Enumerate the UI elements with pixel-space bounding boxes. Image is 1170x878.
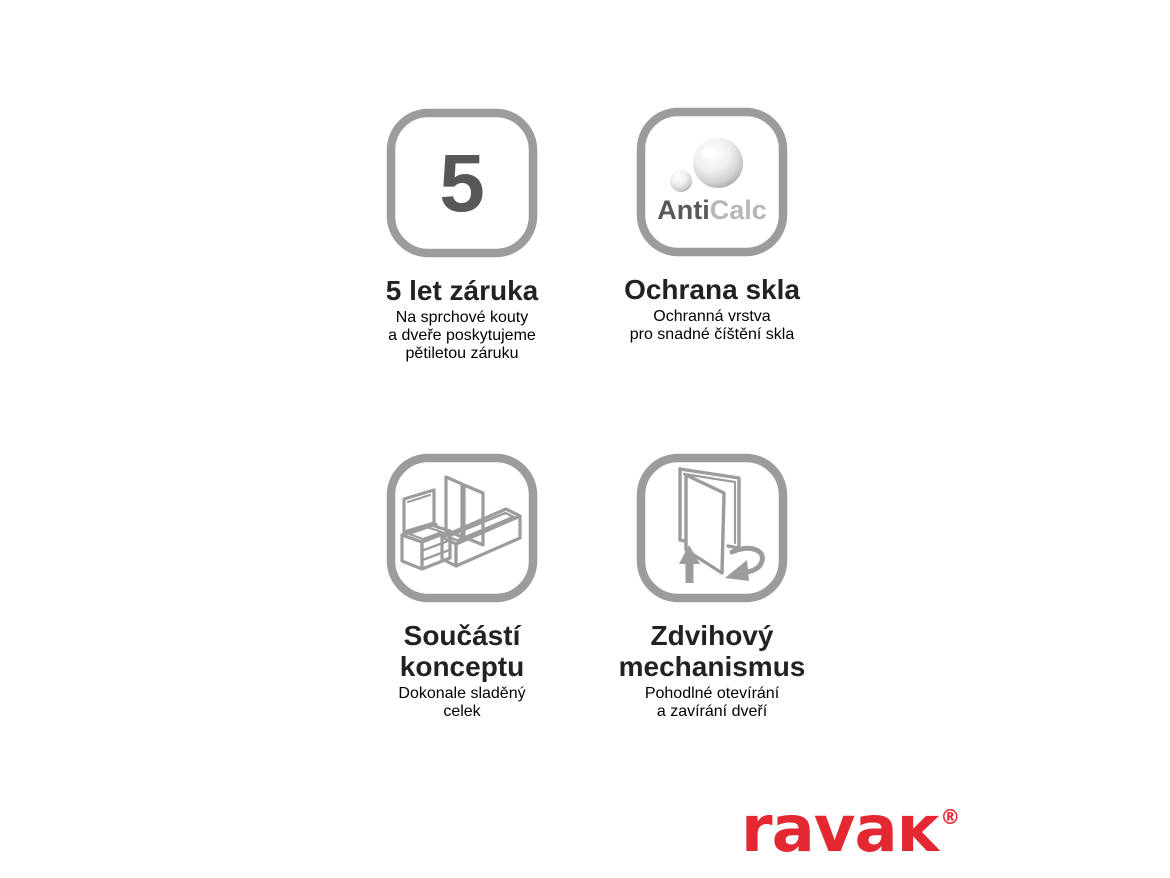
bathroom-concept-svg (386, 453, 538, 603)
subtitle-line: a zavírání dveří (656, 703, 768, 720)
anticalc-word-calc: Calc (709, 195, 767, 225)
subtitle-line: a dveře poskytujeme (388, 327, 536, 344)
bubble-small (670, 170, 692, 192)
subtitle-line: pro snadné číštění skla (629, 326, 795, 343)
subtitle-line: celek (443, 703, 481, 720)
feature-anticalc (542, 107, 882, 360)
lift-mechanism-icon (636, 453, 788, 603)
subtitle-line: Pohodlné otevírání (644, 685, 780, 702)
registered-trademark-icon: ® (940, 805, 961, 829)
number-five-glyph: 5 (439, 138, 485, 229)
feature-title (542, 274, 882, 305)
bubble-highlight (702, 148, 716, 158)
title-line: mechanismus (618, 651, 806, 682)
anticalc-svg (636, 107, 788, 257)
five-years-badge-icon (386, 108, 538, 258)
five-years-badge-svg (386, 108, 538, 258)
feature-title (542, 620, 882, 682)
anticalc-wordmark (657, 195, 767, 225)
lift-mechanism-svg (636, 453, 788, 603)
anticalc-bubbles-icon (636, 107, 788, 257)
bubble-large (693, 138, 743, 188)
title-line: Součástí (403, 620, 521, 651)
anticalc-word-anti: Anti (657, 195, 710, 225)
title-line: konceptu (399, 651, 525, 682)
subtitle-line: Ochranná vrstva (653, 308, 771, 325)
ravak-logotype: ravaĸ (741, 793, 939, 867)
title-line: 5 let záruka (385, 275, 539, 306)
ravak-logo (741, 793, 961, 877)
subtitle-line: Na sprchové kouty (395, 309, 529, 326)
subtitle-line: Dokonale sladěný (398, 685, 526, 702)
title-line: Zdvihový (650, 620, 774, 651)
title-line: Ochrana skla (624, 274, 800, 305)
bathroom-concept-icon (386, 453, 538, 603)
subtitle-line: pětiletou záruku (405, 345, 519, 362)
feature-lift-mechanism (542, 453, 882, 737)
